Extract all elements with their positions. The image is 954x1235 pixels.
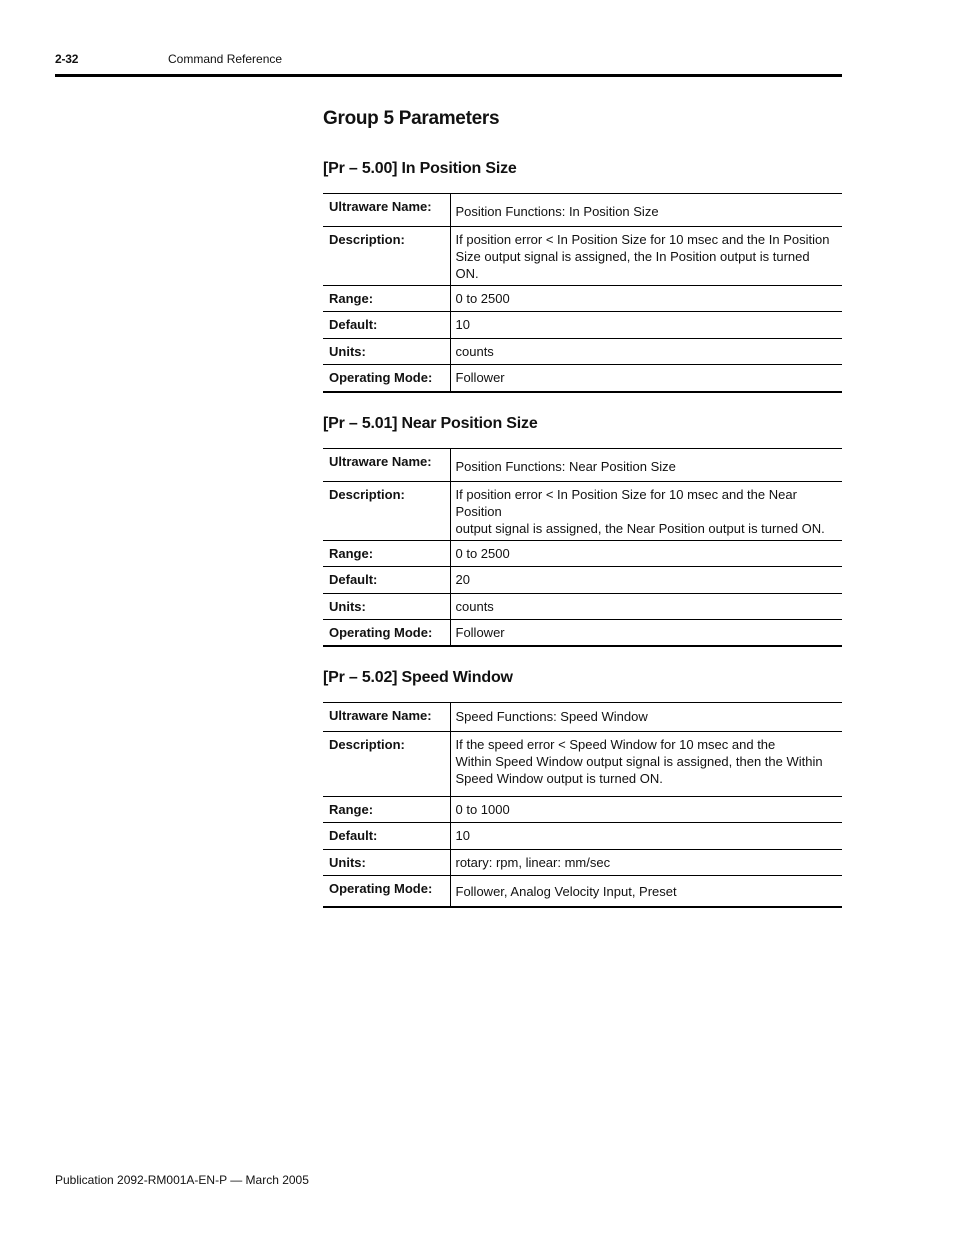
table-row: [323, 365, 842, 392]
table-row: [323, 481, 842, 540]
publication-footer: Publication 2092-RM001A-EN-P — March 2005: [55, 1173, 309, 1187]
row-value: 10: [450, 312, 842, 339]
row-key: Ultraware Name:: [323, 448, 450, 481]
table-row: [323, 286, 842, 312]
table-row: [323, 850, 842, 876]
table-row: [323, 312, 842, 339]
row-value: counts: [450, 593, 842, 619]
row-value: Position Functions: Near Position Size: [450, 448, 842, 481]
table-row: [323, 732, 842, 797]
row-key: Default:: [323, 312, 450, 339]
main-content: [323, 106, 842, 908]
row-key: Ultraware Name:: [323, 703, 450, 732]
row-value: 0 to 1000: [450, 797, 842, 823]
table-row: [323, 339, 842, 365]
row-key: Description:: [323, 227, 450, 286]
row-key: Operating Mode:: [323, 876, 450, 907]
row-key: Description:: [323, 481, 450, 540]
row-key: Description:: [323, 732, 450, 797]
row-value: Follower, Analog Velocity Input, Preset: [450, 876, 842, 907]
row-value: Follower: [450, 365, 842, 392]
row-value: counts: [450, 339, 842, 365]
row-value: 0 to 2500: [450, 540, 842, 566]
row-value: 20: [450, 566, 842, 593]
table-row: [323, 194, 842, 227]
row-key: Units:: [323, 339, 450, 365]
table-row: [323, 540, 842, 566]
row-value: If position error < In Position Size for 10 msec and the In Position Size output signal is assigned, the In Position output is turned ON.: [450, 227, 842, 286]
table-row: [323, 797, 842, 823]
param-title-5-00: [Pr – 5.00] In Position Size: [323, 160, 517, 177]
row-key: Units:: [323, 593, 450, 619]
row-key: Range:: [323, 797, 450, 823]
row-value: rotary: rpm, linear: mm/sec: [450, 850, 842, 876]
page-number: 2-32: [55, 52, 79, 66]
param-table-5-02: [323, 702, 842, 908]
param-table-5-01: [323, 448, 842, 648]
section-title: Group 5 Parameters: [323, 108, 500, 129]
table-row: [323, 448, 842, 481]
row-value: Follower: [450, 619, 842, 646]
row-value: 0 to 2500: [450, 286, 842, 312]
row-key: Operating Mode:: [323, 365, 450, 392]
running-header: [55, 52, 842, 76]
header-title: Command Reference: [168, 52, 283, 66]
table-row: [323, 619, 842, 646]
header-rule: [55, 74, 842, 77]
row-key: Range:: [323, 286, 450, 312]
table-row: [323, 593, 842, 619]
row-value: Position Functions: In Position Size: [450, 194, 842, 227]
row-key: Operating Mode:: [323, 619, 450, 646]
row-value: If the speed error < Speed Window for 10 msec and the Within Speed Window output signal is assigned, then the Within Speed Window output is turned ON.: [450, 732, 842, 797]
param-title-5-02: [Pr – 5.02] Speed Window: [323, 669, 513, 686]
table-row: [323, 876, 842, 907]
row-key: Ultraware Name:: [323, 194, 450, 227]
row-key: Units:: [323, 850, 450, 876]
table-row: [323, 703, 842, 732]
row-value: If position error < In Position Size for 10 msec and the Near Position output signal is assigned, the Near Position output is turned ON.: [450, 481, 842, 540]
param-title-5-01: [Pr – 5.01] Near Position Size: [323, 414, 538, 432]
row-key: Default:: [323, 823, 450, 850]
table-row: [323, 823, 842, 850]
row-key: Range:: [323, 540, 450, 566]
table-row: [323, 227, 842, 286]
row-value: Speed Functions: Speed Window: [450, 703, 842, 732]
row-value: 10: [450, 823, 842, 850]
table-row: [323, 566, 842, 593]
param-table-5-00: [323, 193, 842, 393]
row-key: Default:: [323, 566, 450, 593]
